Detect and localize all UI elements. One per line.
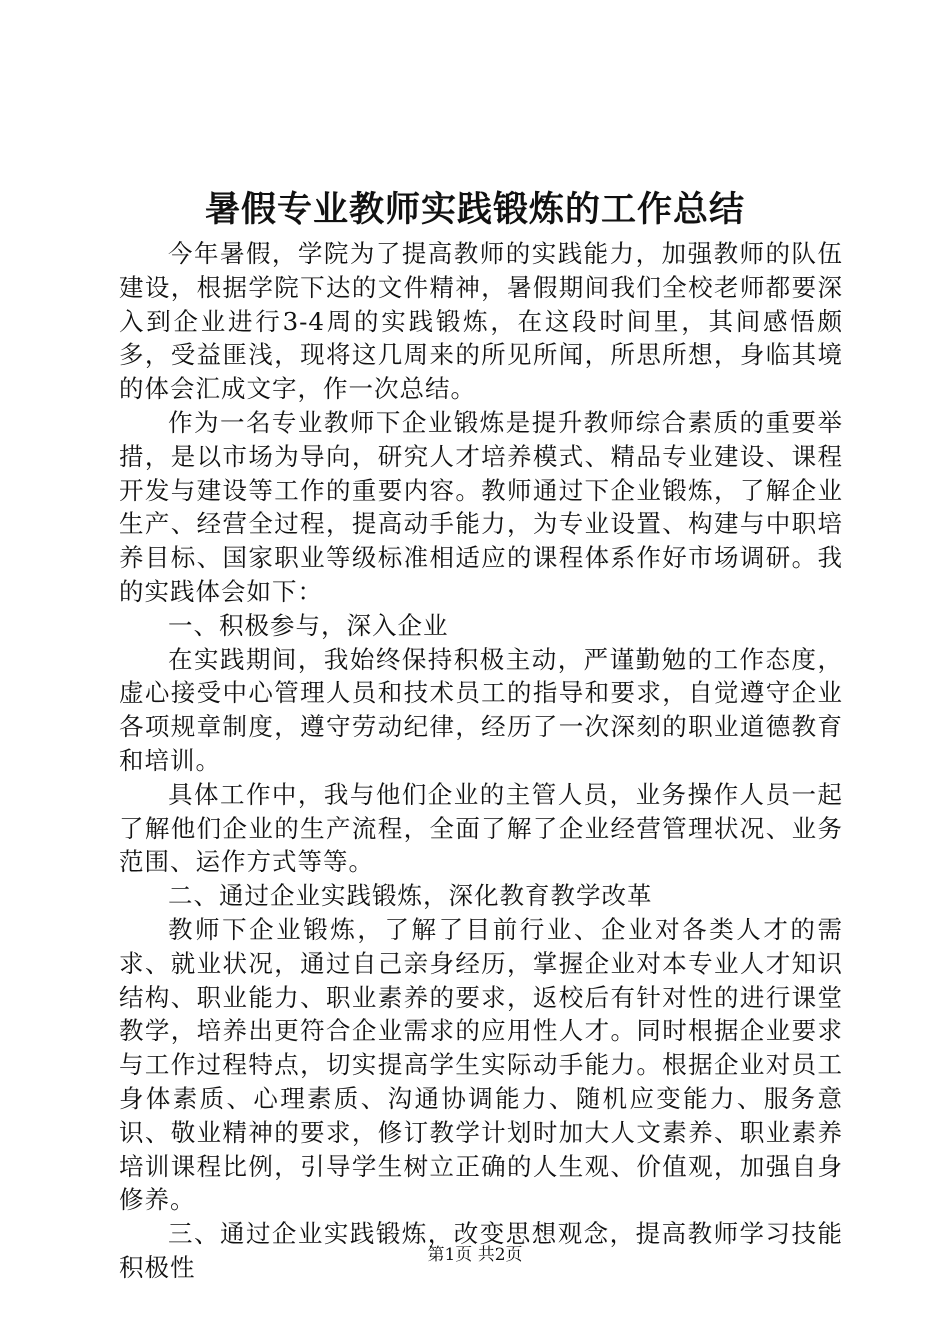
page-footer: 第1页 共2页 — [427, 1245, 523, 1265]
document-body — [119, 237, 843, 1285]
paragraph-work: 具体工作中，我与他们企业的主管人员，业务操作人员一起了解他们企业的生产流程，全面了解了企业经营管理状况、业务范围、运作方式等等。 — [119, 779, 843, 877]
document-title: 暑假专业教师实践锻炼的工作总结 — [204, 189, 745, 230]
paragraph-intro: 今年暑假，学院为了提高教师的实践能力，加强教师的队伍建设，根据学院下达的文件精神，暑假期间我们全校老师都要深入到企业进行3-4周的实践锻炼，在这段时间里，其间感悟颇多，受益匪浅，现将这几周来的所见所闻，所思所想，身临其境的体会汇成文字，作一次总结。 — [119, 239, 843, 404]
paragraph-attitude: 在实践期间，我始终保持积极主动，严谨勤勉的工作态度，虚心接受中心管理人员和技术员工的指导和要求，自觉遵守企业各项规章制度，遵守劳动纪律，经历了一次深刻的职业道德教育和培训。 — [119, 644, 843, 775]
paragraph-purpose: 作为一名专业教师下企业锻炼是提升教师综合素质的重要举措，是以市场为导向，研究人才培养模式、精品专业建设、课程开发与建设等工作的重要内容。教师通过下企业锻炼，了解企业生产、经营全过程，提高动手能力，为专业设置、构建与中职培养目标、国家职业等级标准相适应的课程体系作好市场调研。我的实践体会如下： — [119, 407, 843, 606]
section-heading-2: 二、通过企业实践锻炼，深化教育教学改革 — [168, 881, 653, 911]
paragraph-reform: 教师下企业锻炼，了解了目前行业、企业对各类人才的需求、就业状况，通过自己亲身经历，掌握企业对本专业人才知识结构、职业能力、职业素养的要求，返校后有针对性的进行课堂教学，培养出更符合企业需求的应用性人才。同时根据企业要求与工作过程特点，切实提高学生实际动手能力。根据企业对员工身体素质、心理素质、沟通协调能力、随机应变能力、服务意识、敬业精神的要求，修订教学计划时加大人文素养、职业素养培训课程比例，引导学生树立正确的人生观、价值观，加强自身修养。 — [119, 914, 843, 1215]
section-heading-3: 三、通过企业实践锻炼，改变思想观念，提高教师学习技能积极性 — [119, 1219, 843, 1282]
section-heading-1: 一、积极参与，深入企业 — [168, 610, 449, 640]
